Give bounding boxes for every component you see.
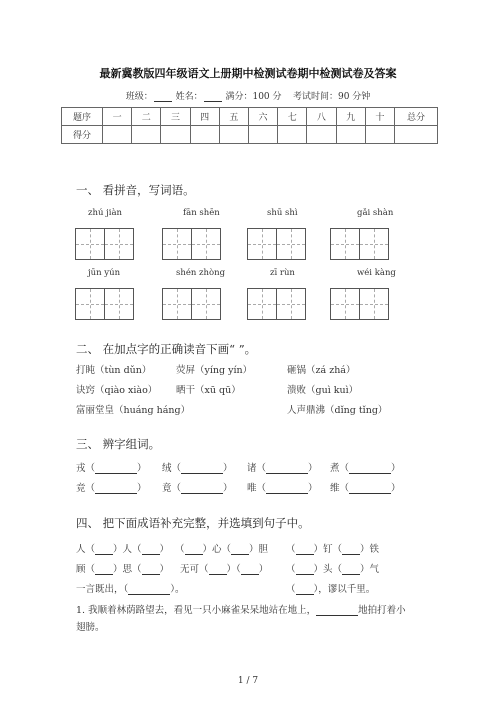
- pinyin-label: fān shēn: [183, 208, 220, 218]
- idiom-text: ）: [159, 544, 170, 555]
- idiom-text: ）头（: [313, 564, 343, 575]
- idiom-text: ）: [258, 564, 269, 575]
- idiom-line: [76, 541, 169, 555]
- idiom-text: 人（: [76, 544, 96, 555]
- idiom-line: [76, 561, 169, 575]
- idiom-blank[interactable]: [342, 544, 360, 555]
- idiom-text: ）人（: [113, 544, 142, 555]
- close-paren: ）: [308, 483, 318, 494]
- word-group-item[interactable]: [330, 460, 401, 474]
- answer-blank[interactable]: [266, 483, 308, 494]
- answer-blank[interactable]: [349, 463, 391, 474]
- name-blank[interactable]: [204, 92, 222, 102]
- answer-blank[interactable]: [181, 463, 223, 474]
- answer-blank[interactable]: [349, 483, 391, 494]
- pronunciation-item[interactable]: 富丽堂皇（huáng háng）: [76, 405, 191, 416]
- character-prompt: 维（: [330, 483, 350, 494]
- score-table-header-row: [62, 108, 438, 126]
- close-paren: ）: [391, 483, 401, 494]
- idiom-text: ）铁: [360, 544, 380, 555]
- section3-title: 三、 辨字组词。: [76, 437, 161, 451]
- idiom-blank[interactable]: [342, 564, 360, 575]
- score-cell[interactable]: [190, 126, 219, 144]
- score-cell[interactable]: [336, 126, 365, 144]
- name-label: 姓名：: [175, 92, 203, 102]
- idiom-text: （: [286, 564, 296, 575]
- writing-grid[interactable]: [162, 228, 221, 260]
- idiom-text: 一言既出，（: [76, 584, 129, 595]
- character-prompt: 竟（: [162, 483, 182, 494]
- idiom-text: ），谬以千里。: [313, 584, 376, 595]
- score-header-cell: 八: [307, 108, 336, 126]
- score-header-cell: 七: [278, 108, 307, 126]
- writing-grid[interactable]: [75, 288, 134, 320]
- score-header-cell: 九: [336, 108, 365, 126]
- idiom-blank[interactable]: [142, 564, 160, 575]
- question-text: 地拍打着小: [358, 605, 406, 616]
- character-prompt: 竞（: [76, 483, 96, 494]
- word-group-item[interactable]: [247, 480, 318, 494]
- pinyin-label: gǎi shàn: [357, 208, 394, 218]
- idiom-blank[interactable]: [142, 544, 160, 555]
- pinyin-label: zhú jiàn: [88, 208, 123, 218]
- idiom-line: [76, 581, 185, 595]
- answer-blank[interactable]: [266, 463, 308, 474]
- pronunciation-item[interactable]: 溃败（guì kuì）: [287, 385, 359, 396]
- class-label: 班级：: [125, 92, 153, 102]
- idiom-text: （: [175, 544, 185, 555]
- score-cell[interactable]: [132, 126, 161, 144]
- idiom-text: ）（: [226, 564, 241, 575]
- idiom-line: [175, 541, 268, 555]
- idiom-text: ）心（: [202, 544, 232, 555]
- score-row-label: 得分: [62, 126, 103, 144]
- question-blank[interactable]: [316, 605, 358, 616]
- section4-title: 四、 把下面成语补充完整，并选填到句子中。: [76, 516, 310, 530]
- score-header-cell: 十: [365, 108, 394, 126]
- word-group-item[interactable]: [247, 460, 318, 474]
- idiom-blank[interactable]: [95, 564, 113, 575]
- close-paren: ）: [137, 463, 147, 474]
- pinyin-label: shén zhòng: [176, 268, 226, 278]
- idiom-text: 无可（: [180, 564, 209, 575]
- score-header-cell: 总分: [395, 108, 438, 126]
- answer-blank[interactable]: [181, 483, 223, 494]
- score-label: 满分：100 分: [225, 92, 282, 102]
- idiom-text: ）钉（: [313, 544, 343, 555]
- score-cell[interactable]: [307, 126, 336, 144]
- score-header-cell: 五: [219, 108, 248, 126]
- score-header-cell: 一: [103, 108, 132, 126]
- pinyin-label: jūn yún: [88, 268, 121, 278]
- pinyin-label: zī rùn: [270, 268, 295, 278]
- score-cell[interactable]: [161, 126, 190, 144]
- exam-info: [0, 89, 496, 102]
- writing-grid[interactable]: [162, 288, 221, 320]
- character-prompt: 煮（: [330, 463, 350, 474]
- pinyin-label: wéi kàng: [357, 268, 396, 278]
- idiom-text: ）气: [360, 564, 380, 575]
- idiom-blank[interactable]: [296, 544, 314, 555]
- score-cell[interactable]: [278, 126, 307, 144]
- answer-blank[interactable]: [95, 483, 137, 494]
- score-header-cell: 二: [132, 108, 161, 126]
- character-prompt: 绒（: [162, 463, 182, 474]
- idiom-line: [286, 541, 379, 555]
- pronunciation-item[interactable]: 荧屏（yíng yín）: [176, 365, 253, 376]
- close-paren: ）: [223, 463, 233, 474]
- score-header-cell: 六: [248, 108, 277, 126]
- question-1-line: [76, 602, 406, 616]
- pronunciation-item[interactable]: 诀窍（qiào xiào）: [76, 385, 158, 396]
- pronunciation-item[interactable]: 晒干（xū qū）: [176, 385, 241, 396]
- time-label: 考试时间：90 分钟: [292, 92, 371, 102]
- character-prompt: 戎（: [76, 463, 96, 474]
- section2-title: 二、 在加点字的正确读音下画“ ”。: [76, 342, 257, 356]
- pinyin-label: shū shì: [267, 208, 298, 218]
- idiom-text: （: [286, 544, 296, 555]
- idiom-line: [286, 561, 379, 575]
- character-prompt: 唯（: [247, 483, 267, 494]
- idiom-blank[interactable]: [231, 544, 249, 555]
- idiom-text: ）。: [170, 584, 185, 595]
- close-paren: ）: [308, 463, 318, 474]
- writing-grid[interactable]: [330, 228, 389, 260]
- idiom-line: [180, 561, 268, 575]
- idiom-text: ）胆: [249, 544, 269, 555]
- answer-blank[interactable]: [95, 463, 137, 474]
- writing-grid[interactable]: [330, 288, 389, 320]
- writing-grid[interactable]: [247, 228, 306, 260]
- pronunciation-item[interactable]: 人声鼎沸（dǐng tǐng）: [287, 405, 388, 416]
- idiom-blank[interactable]: [128, 584, 170, 595]
- pronunciation-item[interactable]: 砸锅（zá zhá）: [287, 365, 356, 376]
- class-blank[interactable]: [154, 92, 172, 102]
- idiom-blank[interactable]: [95, 544, 113, 555]
- score-header-cell: 三: [161, 108, 190, 126]
- idiom-blank[interactable]: [296, 564, 314, 575]
- word-group-item[interactable]: [76, 460, 147, 474]
- idiom-text: 顾（: [76, 564, 96, 575]
- score-cell[interactable]: [395, 126, 438, 144]
- document-title: 最新冀教版四年级语文上册期中检测试卷期中检测试卷及答案: [99, 67, 397, 80]
- idiom-text: ）思（: [113, 564, 142, 575]
- close-paren: ）: [391, 463, 401, 474]
- score-header-cell: 题序: [62, 108, 103, 126]
- score-cell[interactable]: [365, 126, 394, 144]
- word-group-item[interactable]: [330, 480, 401, 494]
- score-header-cell: 四: [190, 108, 219, 126]
- score-cell[interactable]: [219, 126, 248, 144]
- word-group-item[interactable]: [162, 480, 233, 494]
- word-group-item[interactable]: [162, 460, 233, 474]
- question-text: 1. 我顺着林荫路望去，看见一只小麻雀呆呆地站在地上，: [76, 605, 317, 616]
- pronunciation-item[interactable]: 打盹（tùn dǔn）: [76, 365, 152, 376]
- close-paren: ）: [137, 483, 147, 494]
- word-group-item[interactable]: [76, 480, 147, 494]
- page-number: 1 / 7: [237, 676, 259, 686]
- idiom-blank[interactable]: [209, 564, 227, 575]
- score-cell[interactable]: [248, 126, 277, 144]
- idiom-blank[interactable]: [241, 564, 259, 575]
- idiom-line: [286, 581, 375, 595]
- idiom-blank[interactable]: [185, 544, 203, 555]
- close-paren: ）: [223, 483, 233, 494]
- score-cell[interactable]: [103, 126, 132, 144]
- score-table: [61, 107, 438, 144]
- score-table-score-row: [62, 126, 438, 144]
- section1-title: 一、 看拼音，写词语。: [76, 183, 195, 197]
- idiom-text: ）: [159, 564, 170, 575]
- writing-grid[interactable]: [75, 228, 134, 260]
- writing-grid[interactable]: [247, 288, 306, 320]
- question-1-continuation: 翅膀。: [76, 622, 105, 633]
- idiom-blank[interactable]: [296, 584, 314, 595]
- character-prompt: 诸（: [247, 463, 267, 474]
- idiom-text: （: [286, 584, 296, 595]
